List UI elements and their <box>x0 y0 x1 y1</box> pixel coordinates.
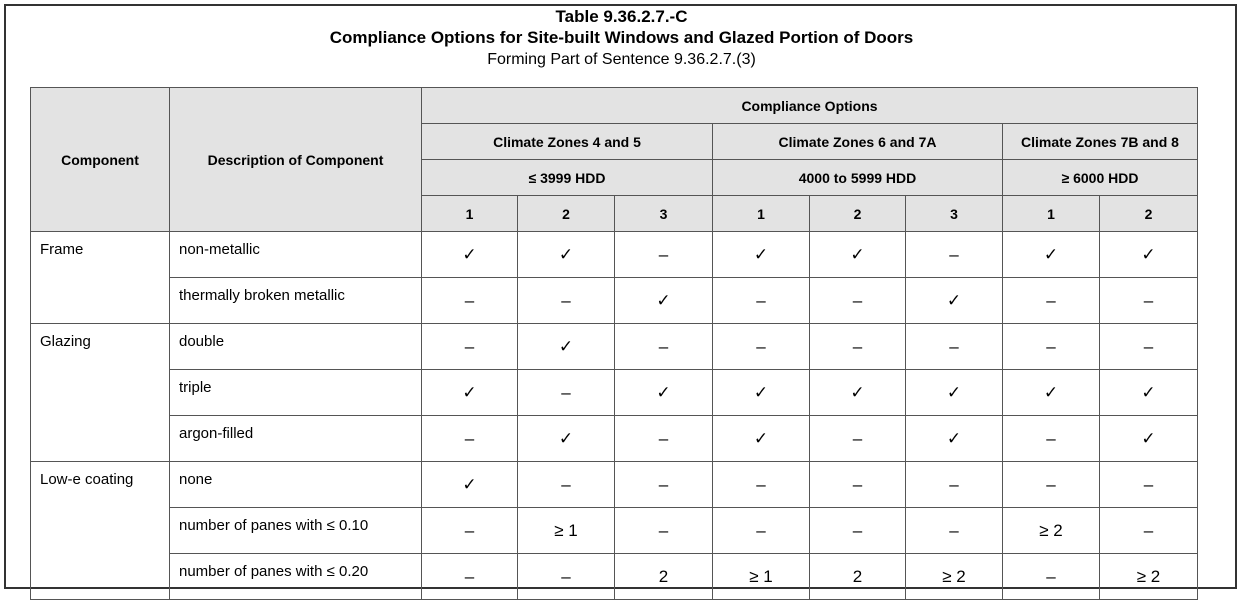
table-row <box>31 370 1198 416</box>
option-value-cell: – <box>713 324 810 370</box>
option-value-cell: ✓ <box>422 462 518 508</box>
component-cell <box>31 416 170 462</box>
description-cell: thermally broken metallic <box>170 278 422 324</box>
description-cell: number of panes with ≤ 0.20 <box>170 554 422 600</box>
option-value-cell: – <box>810 462 906 508</box>
table-body <box>31 232 1198 600</box>
option-value-cell: ✓ <box>906 416 1003 462</box>
option-value-cell: – <box>906 462 1003 508</box>
option-value-cell: – <box>422 278 518 324</box>
header-compliance-options: Compliance Options <box>422 88 1198 124</box>
header-option-number: 1 <box>422 196 518 232</box>
option-value-cell: – <box>518 554 615 600</box>
header-option-number: 2 <box>518 196 615 232</box>
option-value-cell: ✓ <box>422 232 518 278</box>
option-value-cell: – <box>810 324 906 370</box>
header-hdd-2: 4000 to 5999 HDD <box>713 160 1003 196</box>
option-value-cell: – <box>1003 416 1100 462</box>
option-value-cell: – <box>422 554 518 600</box>
description-cell: double <box>170 324 422 370</box>
option-value-cell: ✓ <box>906 370 1003 416</box>
description-cell: triple <box>170 370 422 416</box>
table-subtitle: Forming Part of Sentence 9.36.2.7.(3) <box>487 51 756 68</box>
option-value-cell: ✓ <box>422 370 518 416</box>
option-value-cell: – <box>1100 324 1198 370</box>
component-cell <box>31 278 170 324</box>
option-value-cell: – <box>906 324 1003 370</box>
option-value-cell: – <box>615 416 713 462</box>
table-row <box>31 508 1198 554</box>
component-cell <box>31 508 170 554</box>
option-value-cell: – <box>615 462 713 508</box>
component-cell: Frame <box>31 232 170 278</box>
table-row <box>31 324 1198 370</box>
table-number: Table 9.36.2.7.-C <box>555 7 688 26</box>
option-value-cell: ✓ <box>810 232 906 278</box>
option-value-cell: ✓ <box>713 370 810 416</box>
option-value-cell: ≥ 2 <box>906 554 1003 600</box>
option-value-cell: – <box>1003 324 1100 370</box>
description-cell: number of panes with ≤ 0.10 <box>170 508 422 554</box>
header-option-number: 3 <box>615 196 713 232</box>
header-component: Component <box>31 88 170 232</box>
option-value-cell: ✓ <box>518 324 615 370</box>
component-cell: Glazing <box>31 324 170 370</box>
description-cell: argon-filled <box>170 416 422 462</box>
option-value-cell: 2 <box>615 554 713 600</box>
option-value-cell: ✓ <box>1100 232 1198 278</box>
option-value-cell: ✓ <box>518 232 615 278</box>
option-value-cell: – <box>810 278 906 324</box>
header-option-number: 2 <box>810 196 906 232</box>
table-row <box>31 278 1198 324</box>
header-zone-6-7a: Climate Zones 6 and 7A <box>713 124 1003 160</box>
option-value-cell: ✓ <box>713 416 810 462</box>
option-value-cell: ✓ <box>1003 370 1100 416</box>
description-cell: non-metallic <box>170 232 422 278</box>
option-value-cell: ≥ 2 <box>1003 508 1100 554</box>
table-row <box>31 554 1198 600</box>
header-option-number: 1 <box>713 196 810 232</box>
option-value-cell: – <box>615 508 713 554</box>
header-hdd-1: ≤ 3999 HDD <box>422 160 713 196</box>
option-value-cell: – <box>810 508 906 554</box>
option-value-cell: – <box>422 324 518 370</box>
option-value-cell: – <box>422 508 518 554</box>
table-row <box>31 232 1198 278</box>
component-cell: Low-e coating <box>31 462 170 508</box>
option-value-cell: ≥ 1 <box>518 508 615 554</box>
component-cell <box>31 370 170 416</box>
table-title: Compliance Options for Site-built Windows and Glazed Portion of Doors <box>329 28 914 47</box>
option-value-cell: ≥ 2 <box>1100 554 1198 600</box>
option-value-cell: ✓ <box>906 278 1003 324</box>
option-value-cell: – <box>1003 278 1100 324</box>
option-value-cell: – <box>518 278 615 324</box>
option-value-cell: ✓ <box>615 370 713 416</box>
option-value-cell: – <box>906 232 1003 278</box>
option-value-cell: – <box>810 416 906 462</box>
option-value-cell: – <box>615 232 713 278</box>
table-row <box>31 416 1198 462</box>
option-value-cell: ✓ <box>615 278 713 324</box>
option-value-cell: ✓ <box>713 232 810 278</box>
option-value-cell: – <box>1100 278 1198 324</box>
option-value-cell: – <box>518 370 615 416</box>
option-value-cell: 2 <box>810 554 906 600</box>
option-value-cell: – <box>713 278 810 324</box>
header-option-number: 2 <box>1100 196 1198 232</box>
option-value-cell: – <box>422 416 518 462</box>
option-value-cell: – <box>906 508 1003 554</box>
component-cell <box>31 554 170 600</box>
header-description: Description of Component <box>170 88 422 232</box>
option-value-cell: ✓ <box>1003 232 1100 278</box>
header-option-number: 3 <box>906 196 1003 232</box>
header-hdd-3: ≥ 6000 HDD <box>1003 160 1198 196</box>
option-value-cell: – <box>1003 462 1100 508</box>
option-value-cell: ✓ <box>1100 370 1198 416</box>
option-value-cell: – <box>713 462 810 508</box>
option-value-cell: – <box>615 324 713 370</box>
option-value-cell: ✓ <box>518 416 615 462</box>
option-value-cell: ✓ <box>810 370 906 416</box>
option-value-cell: – <box>518 462 615 508</box>
description-cell: none <box>170 462 422 508</box>
header-zone-7b-8: Climate Zones 7B and 8 <box>1003 124 1198 160</box>
table-title-block <box>0 6 1243 70</box>
option-value-cell: – <box>713 508 810 554</box>
option-value-cell: – <box>1100 508 1198 554</box>
header-option-number: 1 <box>1003 196 1100 232</box>
option-value-cell: ✓ <box>1100 416 1198 462</box>
compliance-options-table <box>30 87 1198 600</box>
table-row <box>31 462 1198 508</box>
option-value-cell: ≥ 1 <box>713 554 810 600</box>
header-zone-4-5: Climate Zones 4 and 5 <box>422 124 713 160</box>
option-value-cell: – <box>1003 554 1100 600</box>
option-value-cell: – <box>1100 462 1198 508</box>
